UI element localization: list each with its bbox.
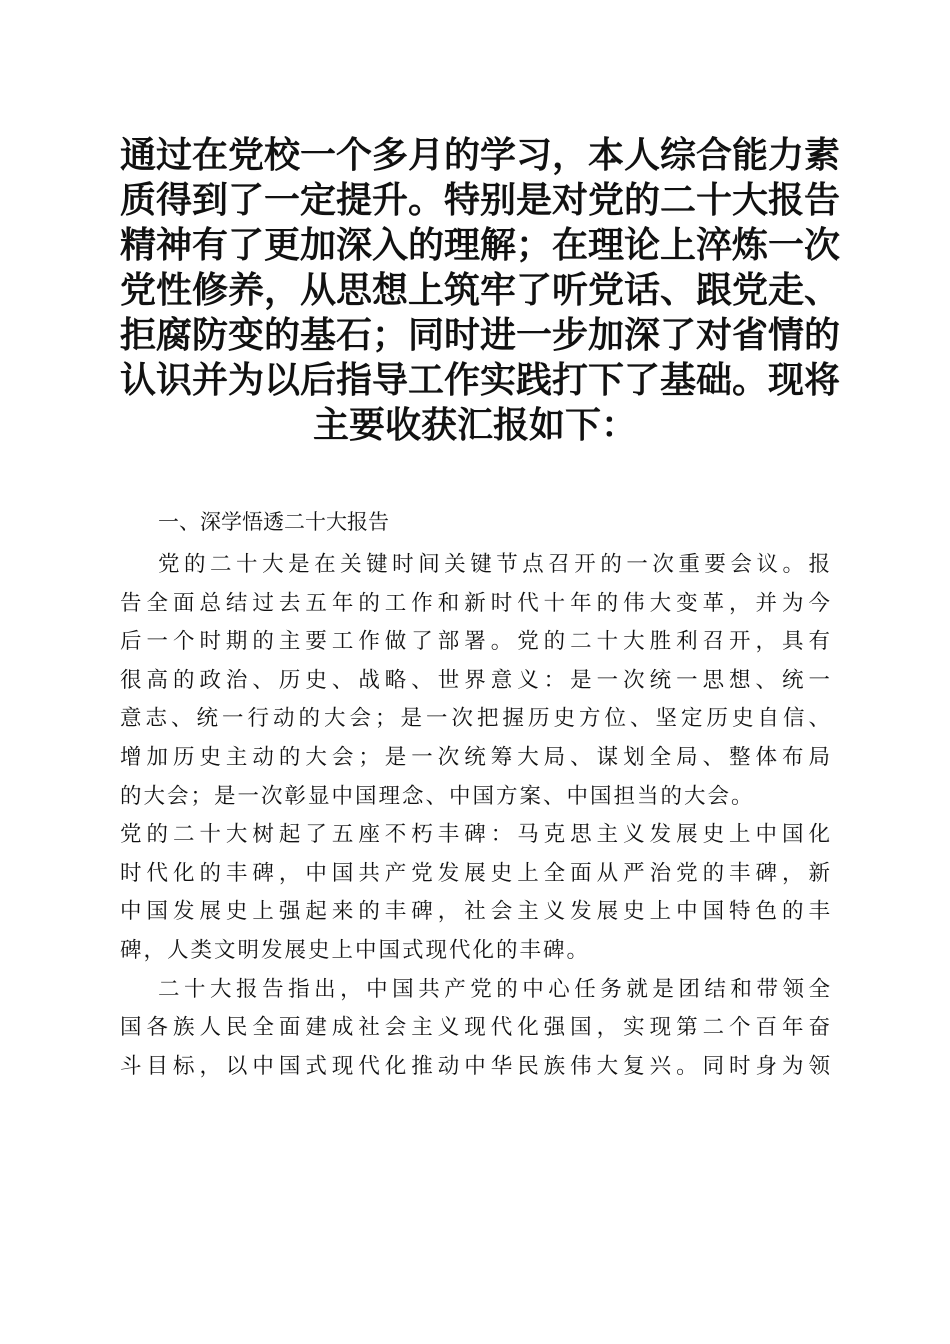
document-title: [120, 133, 841, 448]
title-line: 通过在党校一个多月的学习，本人综合能力素: [120, 134, 841, 176]
body-text: [120, 546, 832, 1086]
paragraph-line: 很高的政治、历史、战略、世界意义：是一次统一思想、统一: [120, 667, 832, 693]
paragraph-line: 二十大报告指出，中国共产党的中心任务就是团结和带领全: [158, 976, 832, 1002]
paragraph-line: 碑，人类文明发展史上中国式现代化的丰碑。: [120, 937, 591, 963]
paragraph-line: 后一个时期的主要工作做了部署。党的二十大胜利召开，具有: [120, 629, 832, 655]
paragraph-line: 党的二十大是在关键时间关键节点召开的一次重要会议。报: [158, 552, 832, 577]
paragraph-line: 意志、统一行动的大会；是一次把握历史方位、坚定历史自信、: [120, 706, 832, 732]
title-line: 认识并为以后指导工作实践打下了基础。现将: [120, 359, 841, 401]
paragraph-line: 告全面总结过去五年的工作和新时代十年的伟大变革，并为今: [120, 590, 832, 616]
title-line: 党性修养，从思想上筑牢了听党话、跟党走、: [120, 269, 841, 311]
paragraph-line: 国各族人民全面建成社会主义现代化强国，实现第二个百年奋: [120, 1015, 832, 1041]
title-line: 精神有了更加深入的理解；在理论上淬炼一次: [120, 224, 841, 266]
paragraph-line: 的大会；是一次彰显中国理念、中国方案、中国担当的大会。: [120, 783, 755, 809]
title-line: 主要收获汇报如下：: [312, 404, 637, 446]
paragraph-line: 时代化的丰碑，中国共产党发展史上全面从严治党的丰碑，新: [120, 860, 832, 886]
title-line: 拒腐防变的基石；同时进一步加深了对省情的: [120, 314, 841, 356]
paragraph-line: 斗目标，以中国式现代化推动中华民族伟大复兴。同时身为领: [120, 1053, 832, 1079]
paragraph-line: 中国发展史上强起来的丰碑，社会主义发展史上中国特色的丰: [120, 899, 832, 925]
paragraph-line: 增加历史主动的大会；是一次统筹大局、谋划全局、整体布局: [120, 744, 832, 770]
paragraph-line: 党的二十大树起了五座不朽丰碑：马克思主义发展史上中国化: [120, 822, 832, 848]
paragraph-1: [120, 546, 832, 971]
paragraph-2: [120, 971, 832, 1087]
title-line: 质得到了一定提升。特别是对党的二十大报告: [120, 179, 841, 221]
section-heading: 一、深学悟透二十大报告: [158, 510, 389, 534]
